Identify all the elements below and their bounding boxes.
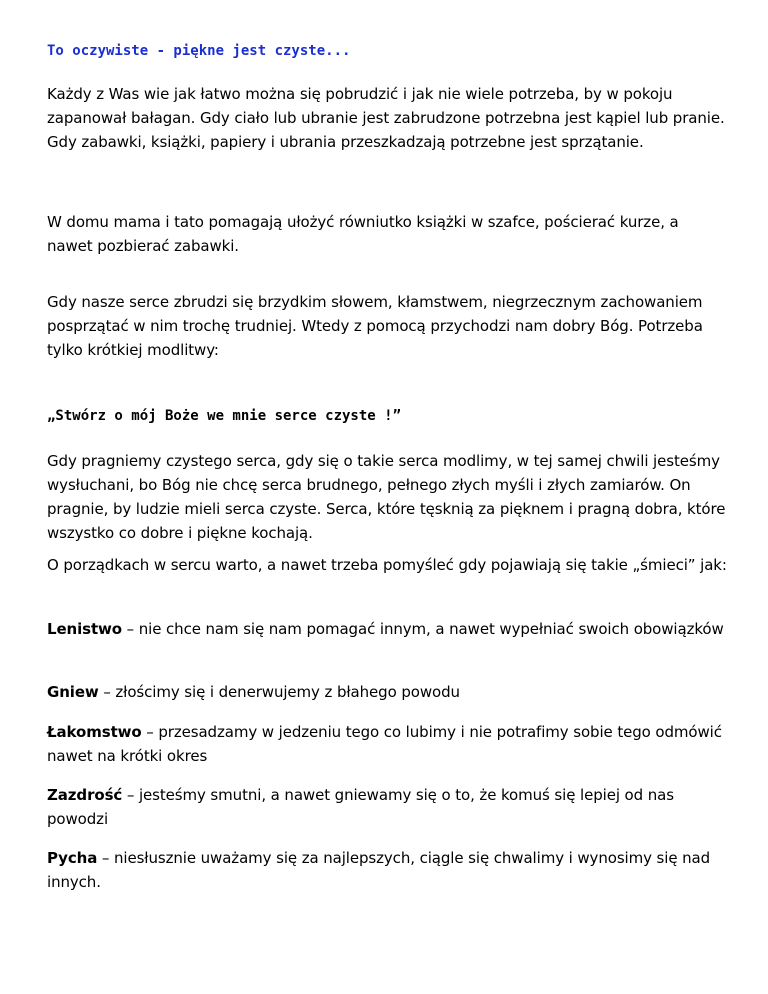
sin-description: – niesłusznie uważamy się za najlepszych, ciągle się chwalimy i wynosimy się nad innych. <box>47 849 711 891</box>
sin-term: Pycha <box>47 849 98 867</box>
sin-description: – jesteśmy smutni, a nawet gniewamy się o to, że komuś się lepiej od nas powodzi <box>47 786 674 828</box>
sin-description: – złościmy się i denerwujemy z błahego powodu <box>98 683 460 701</box>
sin-term: Gniew <box>47 683 99 701</box>
sin-term: Łakomstwo <box>47 723 142 741</box>
sin-term: Lenistwo <box>47 620 123 638</box>
sin-item-gluttony <box>47 720 727 768</box>
sin-description: – przesadzamy w jedzeniu tego co lubimy i nie potrafimy sobie tego odmówić nawet na krótki okres <box>47 723 722 765</box>
sin-item-envy <box>47 783 727 831</box>
sin-item-anger <box>47 680 727 704</box>
sin-item-pride <box>47 846 727 894</box>
sin-item-laziness <box>47 617 727 641</box>
paragraph-order: O porządkach w sercu warto, a nawet trzeba pomyśleć gdy pojawiają się takie „śmieci” jak: <box>47 556 727 574</box>
sin-description: – nie chce nam się nam pomagać innym, a nawet wypełniać swoich obowiązków <box>122 620 724 638</box>
document-title: To oczywiste - piękne jest czyste... <box>47 43 351 59</box>
paragraph-heart: Gdy nasze serce zbrudzi się brzydkim słowem, kłamstwem, niegrzecznym zachowaniem posprzątać w nim trochę trudniej. Wtedy z pomocą przychodzi nam dobry Bóg. Potrzeba tylko krótkiej modlitwy: <box>47 293 703 359</box>
paragraph-home: W domu mama i tato pomagają ułożyć równiutko książki w szafce, pościerać kurze, a nawet pozbierać zabawki. <box>47 213 679 255</box>
prayer-quote: „Stwórz o mój Boże we mnie serce czyste !” <box>47 408 402 424</box>
sin-term: Zazdrość <box>47 786 123 804</box>
paragraph-prayer: Gdy pragniemy czystego serca, gdy się o takie serca modlimy, w tej samej chwili jesteśmy wysłuchani, bo Bóg nie chcę serca brudnego, pełnego złych myśli i złych zamiarów. On pragnie, by ludzie mieli serca czyste. Serca, które tęsknią za pięknem i pragną dobra, które wszystko co dobre i piękne kochają. <box>47 452 726 542</box>
paragraph-intro: Każdy z Was wie jak łatwo można się pobrudzić i jak nie wiele potrzeba, by w pokoju zapanował bałagan. Gdy ciało lub ubranie jest zabrudzone potrzebna jest kąpiel lub pranie. Gdy zabawki, książki, papiery i ubrania przeszkadzają potrzebne jest sprzątanie. <box>47 85 725 151</box>
